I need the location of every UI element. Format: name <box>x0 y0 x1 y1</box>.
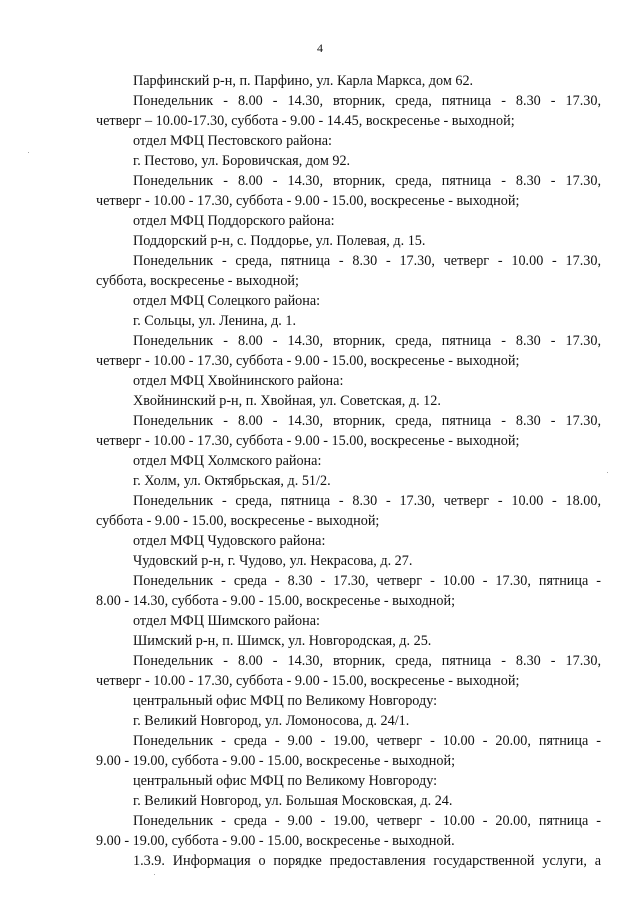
text-line: 8.00 - 14.30, суббота - 9.00 - 15.00, воскресенье - выходной; <box>96 593 456 609</box>
text-line: суббота - 9.00 - 15.00, воскресенье - выходной; <box>96 513 380 529</box>
text-line: Понедельник - 8.00 - 14.30, вторник, среда, пятница - 8.30 - 17.30, <box>133 413 601 429</box>
text-line: Понедельник - 8.00 - 14.30, вторник, среда, пятница - 8.30 - 17.30, <box>133 93 601 109</box>
text-line: четверг - 10.00 - 17.30, суббота - 9.00 - 15.00, воскресенье - выходной; <box>96 193 520 209</box>
text-line: отдел МФЦ Холмского района: <box>133 453 322 469</box>
text-line: Понедельник - 8.00 - 14.30, вторник, среда, пятница - 8.30 - 17.30, <box>133 173 601 189</box>
text-line: г. Холм, ул. Октябрьская, д. 51/2. <box>133 473 331 489</box>
text-line: отдел МФЦ Пестовского района: <box>133 133 332 149</box>
text-line: Понедельник - среда - 9.00 - 19.00, четверг - 10.00 - 20.00, пятница - <box>133 813 601 829</box>
text-line: Парфинский р-н, п. Парфино, ул. Карла Маркса, дом 62. <box>133 73 474 89</box>
text-line: центральный офис МФЦ по Великому Новгороду: <box>133 773 438 789</box>
text-line: г. Великий Новгород, ул. Большая Московская, д. 24. <box>133 793 453 809</box>
text-line: 1.3.9. Информация о порядке предоставления государственной услуги, а <box>133 853 601 869</box>
text-line: г. Сольцы, ул. Ленина, д. 1. <box>133 313 297 329</box>
text-line: четверг - 10.00 - 17.30, суббота - 9.00 - 15.00, воскресенье - выходной; <box>96 433 520 449</box>
text-line: Понедельник - среда, пятница - 8.30 - 17.30, четверг - 10.00 - 17.30, <box>133 253 601 269</box>
text-line: Понедельник - среда, пятница - 8.30 - 17.30, четверг - 10.00 - 18.00, <box>133 493 601 509</box>
scan-speck <box>154 874 155 875</box>
document-body <box>96 71 601 871</box>
text-line: отдел МФЦ Поддорского района: <box>133 213 335 229</box>
text-line: Понедельник - среда - 8.30 - 17.30, четверг - 10.00 - 17.30, пятница - <box>133 573 601 589</box>
text-line: отдел МФЦ Чудовского района: <box>133 533 326 549</box>
scan-speck <box>28 152 29 153</box>
page-number: 4 <box>317 41 323 55</box>
text-line: центральный офис МФЦ по Великому Новгороду: <box>133 693 438 709</box>
text-line: суббота, воскресенье - выходной; <box>96 273 299 289</box>
text-line: Понедельник - 8.00 - 14.30, вторник, среда, пятница - 8.30 - 17.30, <box>133 333 601 349</box>
text-line: 9.00 - 19.00, суббота - 9.00 - 15.00, воскресенье - выходной; <box>96 753 456 769</box>
text-line: г. Великий Новгород, ул. Ломоносова, д. 24/1. <box>133 713 410 729</box>
text-line: отдел МФЦ Шимского района: <box>133 613 320 629</box>
scan-speck <box>607 472 608 473</box>
text-line: отдел МФЦ Хвойнинского района: <box>133 373 344 389</box>
text-line: четверг - 10.00 - 17.30, суббота - 9.00 - 15.00, воскресенье - выходной; <box>96 673 520 689</box>
text-line: Понедельник - 8.00 - 14.30, вторник, среда, пятница - 8.30 - 17.30, <box>133 653 601 669</box>
text-line: Чудовский р-н, г. Чудово, ул. Некрасова, д. 27. <box>133 553 413 569</box>
text-line: г. Пестово, ул. Боровичская, дом 92. <box>133 153 351 169</box>
text-line: четверг - 10.00 - 17.30, суббота - 9.00 - 15.00, воскресенье - выходной; <box>96 353 520 369</box>
text-line: Хвойнинский р-н, п. Хвойная, ул. Советская, д. 12. <box>133 393 441 409</box>
text-line: четверг – 10.00-17.30, суббота - 9.00 - 14.45, воскресенье - выходной; <box>96 113 515 129</box>
text-line: отдел МФЦ Солецкого района: <box>133 293 321 309</box>
text-line: Шимский р-н, п. Шимск, ул. Новгородская, д. 25. <box>133 633 432 649</box>
text-line: 9.00 - 19.00, суббота - 9.00 - 15.00, воскресенье - выходной. <box>96 833 455 849</box>
text-line: Понедельник - среда - 9.00 - 19.00, четверг - 10.00 - 20.00, пятница - <box>133 733 601 749</box>
text-line: Поддорский р-н, с. Поддорье, ул. Полевая, д. 15. <box>133 233 426 249</box>
